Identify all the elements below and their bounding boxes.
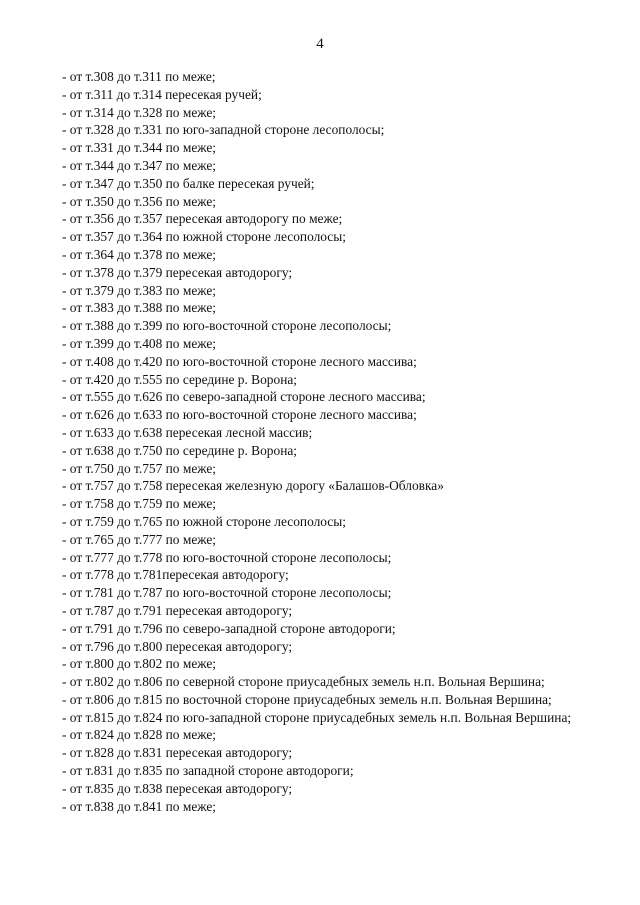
boundary-line: - от т.344 до т.347 по меже; <box>62 157 216 173</box>
boundary-line: - от т.399 до т.408 по меже; <box>62 335 216 351</box>
boundary-line: - от т.765 до т.777 по меже; <box>62 531 216 547</box>
boundary-line: - от т.638 до т.750 по середине р. Ворона; <box>62 442 298 458</box>
boundary-line: - от т.388 до т.399 по юго-восточной стороне лесополосы; <box>62 318 392 334</box>
boundary-line: - от т.757 до т.758 пересекая железную дорогу «Балашов-Обловка» <box>62 478 444 494</box>
boundary-line: - от т.626 до т.633 по юго-восточной стороне лесного массива; <box>62 407 417 423</box>
boundary-line: - от т.778 до т.781пересекая автодорогу; <box>62 567 289 583</box>
boundary-line: - от т.408 до т.420 по юго-восточной стороне лесного массива; <box>62 353 417 369</box>
boundary-line: - от т.791 до т.796 по северо-западной стороне автодороги; <box>62 620 396 636</box>
boundary-line: - от т.758 до т.759 по меже; <box>62 496 216 512</box>
boundary-line: - от т.356 до т.357 пересекая автодорогу по меже; <box>62 211 343 227</box>
boundary-tail-lines <box>62 726 602 815</box>
boundary-paragraph: - от т.806 до т.815 по восточной стороне приусадебных земель н.п. Вольная Вершина; <box>62 691 552 707</box>
boundary-line: - от т.831 до т.835 по западной стороне автодороги; <box>62 763 354 779</box>
boundary-line: - от т.787 до т.791 пересекая автодорогу; <box>62 602 293 618</box>
boundary-line: - от т.838 до т.841 по меже; <box>62 798 216 814</box>
boundary-line: - от т.314 до т.328 по меже; <box>62 104 216 120</box>
boundary-line: - от т.835 до т.838 пересекая автодорогу; <box>62 780 293 796</box>
boundary-line: - от т.311 до т.314 пересекая ручей; <box>62 86 262 102</box>
boundary-line: - от т.379 до т.383 по меже; <box>62 282 216 298</box>
boundary-line: - от т.328 до т.331 по юго-западной стороне лесополосы; <box>62 122 385 138</box>
boundary-line: - от т.828 до т.831 пересекая автодорогу; <box>62 745 293 761</box>
boundary-paragraphs <box>62 673 602 726</box>
boundary-line: - от т.357 до т.364 по южной стороне лесополосы; <box>62 229 346 245</box>
boundary-line: - от т.750 до т.757 по меже; <box>62 460 216 476</box>
boundary-line: - от т.555 до т.626 по северо-западной стороне лесного массива; <box>62 389 426 405</box>
boundary-line: - от т.331 до т.344 по меже; <box>62 140 216 156</box>
boundary-line: - от т.383 до т.388 по меже; <box>62 300 216 316</box>
boundary-line: - от т.308 до т.311 по меже; <box>62 69 216 84</box>
boundary-line: - от т.759 до т.765 по южной стороне лесополосы; <box>62 513 346 529</box>
boundary-line: - от т.420 до т.555 по середине р. Ворона; <box>62 371 298 387</box>
boundary-paragraph: - от т.815 до т.824 по юго-западной стороне приусадебных земель н.п. Вольная Вершина; <box>62 709 572 725</box>
boundary-line: - от т.347 до т.350 по балке пересекая ручей; <box>62 175 315 191</box>
boundary-line: - от т.800 до т.802 по меже; <box>62 656 216 672</box>
boundary-line: - от т.350 до т.356 по меже; <box>62 193 216 209</box>
boundary-line: - от т.364 до т.378 по меже; <box>62 246 216 262</box>
boundary-line: - от т.378 до т.379 пересекая автодорогу; <box>62 264 293 280</box>
boundary-line: - от т.777 до т.778 по юго-восточной стороне лесополосы; <box>62 549 392 565</box>
boundary-lines <box>62 68 602 673</box>
boundary-line: - от т.633 до т.638 пересекая лесной массив; <box>62 424 313 440</box>
boundary-line: - от т.796 до т.800 пересекая автодорогу; <box>62 638 293 654</box>
page-number: 4 <box>316 36 324 52</box>
boundary-description <box>62 68 602 815</box>
boundary-line: - от т.781 до т.787 по юго-восточной стороне лесополосы; <box>62 585 392 601</box>
boundary-paragraph: - от т.802 до т.806 по северной стороне приусадебных земель н.п. Вольная Вершина; <box>62 674 545 690</box>
boundary-line: - от т.824 до т.828 по меже; <box>62 727 216 743</box>
